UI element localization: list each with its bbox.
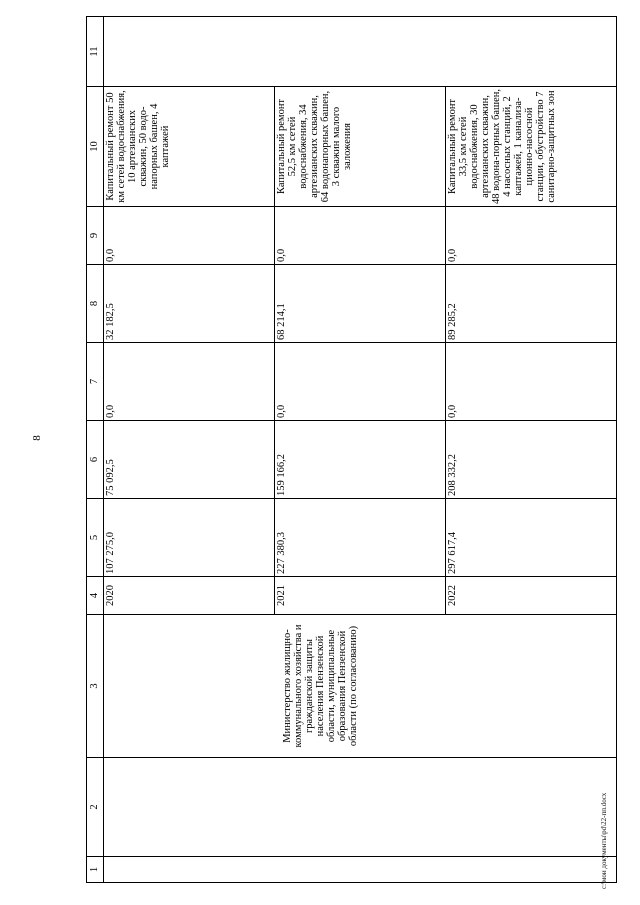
col2-cell — [104, 758, 617, 857]
value-cell: 297 617,4 — [446, 499, 617, 577]
header-cell: 4 — [87, 577, 104, 615]
header-cell: 2 — [87, 758, 104, 857]
year-cell: 2021 — [275, 577, 446, 615]
value-cell: 75 092,5 — [104, 421, 275, 499]
value-cell: 0,0 — [275, 343, 446, 421]
value-cell: 68 214,1 — [275, 265, 446, 343]
header-cell: 1 — [87, 857, 104, 883]
file-path-footer: c:\мои документы\pd\22-пп.docx — [600, 792, 608, 889]
header-cell: 8 — [87, 265, 104, 343]
header-cell: 3 — [87, 615, 104, 758]
value-cell: 0,0 — [446, 207, 617, 265]
value-cell: 0,0 — [104, 207, 275, 265]
table-row — [104, 17, 275, 883]
header-cell: 10 — [87, 87, 104, 207]
value-cell: 159 166,2 — [275, 421, 446, 499]
year-cell: 2022 — [446, 577, 617, 615]
value-cell: 227 380,3 — [275, 499, 446, 577]
value-cell: 0,0 — [104, 343, 275, 421]
value-cell: 107 275,0 — [104, 499, 275, 577]
year-cell: 2020 — [104, 577, 275, 615]
description-cell: Капитальный ремонт 50 км сетей водоснабжения, 10 артезианских скважин, 50 водо-напорных башен, 4 каптажей — [104, 87, 275, 207]
header-cell: 9 — [87, 207, 104, 265]
header-row — [87, 17, 104, 883]
page-number: 8 — [30, 435, 43, 441]
value-cell: 208 332,2 — [446, 421, 617, 499]
header-cell: 6 — [87, 421, 104, 499]
description-cell: Капитальный ремонт 52,5 км сетей водоснабжения, 34 артезианских скважин, 64 водонапорных башен, 3 скважин малого заложения — [275, 87, 446, 207]
value-cell: 0,0 — [275, 207, 446, 265]
responsible-executor: Министерство жилищно-коммунального хозяйства и гражданской защиты населения Пензенской области, муниципальные образования Пензенской области (по согласованию) — [104, 615, 617, 758]
value-cell: 32 182,5 — [104, 265, 275, 343]
header-cell: 11 — [87, 17, 104, 87]
description-cell: Капитальный ремонт 33,5 км сетей водоснабжения, 30 артезианских скважин, 48 водона-порных башен, 4 насосных станций, 2 каптажей, 1 канализа-ционно-насосной станции, обустройство 7 санитарно-защитных зон — [446, 87, 617, 207]
value-cell: 89 285,2 — [446, 265, 617, 343]
col11-cell — [104, 17, 617, 87]
program-table — [86, 17, 594, 883]
col1-cell — [104, 857, 617, 883]
value-cell: 0,0 — [446, 343, 617, 421]
header-cell: 7 — [87, 343, 104, 421]
header-cell: 5 — [87, 499, 104, 577]
